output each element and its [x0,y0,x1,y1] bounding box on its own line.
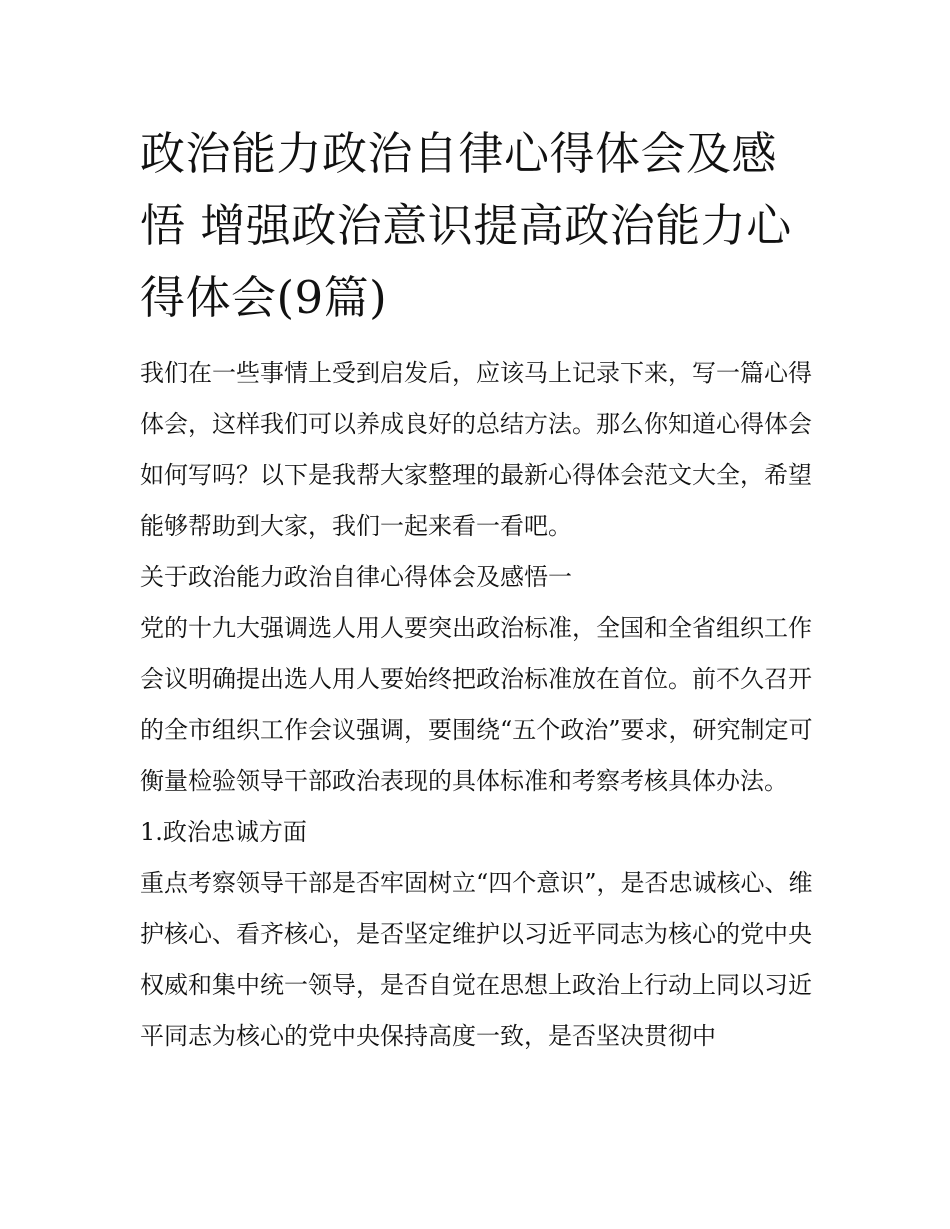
body-paragraph: 重点考察领导干部是否牢固树立“四个意识”，是否忠诚核心、维护核心、看齐核心，是否坚定维护以习近平同志为核心的党中央权威和集中统一领导，是否自觉在思想上政治上行动上同以习近平同志为核心的党中央保持高度一致，是否坚决贯彻中 [140,869,813,1050]
subsection-heading: 1.政治忠诚方面 [140,818,307,846]
intro-paragraph: 我们在一些事情上受到启发后，应该马上记录下来，写一篇心得体会，这样我们可以养成良好的总结方法。那么你知道心得体会如何写吗？以下是我帮大家整理的最新心得体会范文大全，希望能够帮助到大家，我们一起来看一看吧。 [140,359,812,540]
section-heading: 关于政治能力政治自律心得体会及感悟一 [140,563,572,591]
document-page [140,118,815,1062]
body-paragraph: 党的十九大强调选人用人要突出政治标准，全国和全省组织工作会议明确提出选人用人要始终把政治标准放在首位。前不久召开的全市组织工作会议强调，要围绕“五个政治”要求，研究制定可衡量检验领导干部政治表现的具体标准和考察考核具体办法。 [140,614,813,795]
document-title: 政治能力政治自律心得体会及感悟 增强政治意识提高政治能力心得体会(9篇) [140,127,792,324]
